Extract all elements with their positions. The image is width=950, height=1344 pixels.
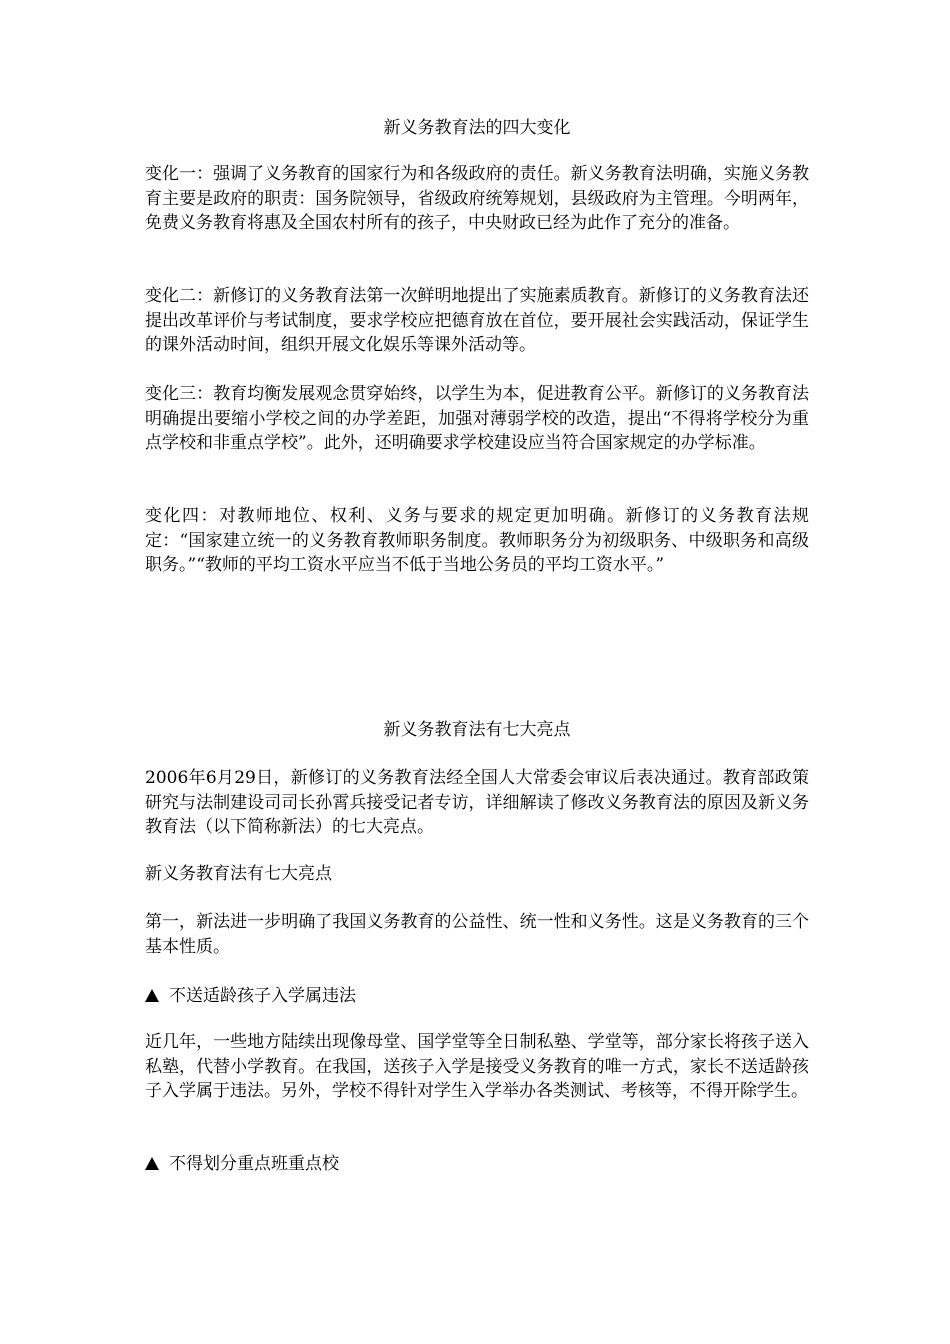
point-1-paragraph: 第一，新法进一步明确了我国义务教育的公益性、统一性和义务性。这是义务教育的三个基本性质。 [145,912,809,957]
section2-title: 新义务教育法有七大亮点 [383,720,571,740]
change-3-paragraph: 变化三：教育均衡发展观念贯穿始终，以学生为本，促进教育公平。新修订的义务教育法明确提出要缩小学校之间的办学差距，加强对薄弱学校的改造，提出“不得将学校分为重点学校和非重点学校”。此外，还明确要求学校建设应当符合国家规定的办学标准。 [145,384,809,453]
section1-title: 新义务教育法的四大变化 [383,118,571,138]
section2-subtitle: 新义务教育法有七大亮点 [145,864,332,884]
change-2-paragraph: 变化二：新修订的义务教育法第一次鲜明地提出了实施素质教育。新修订的义务教育法还提出改革评价与考试制度，要求学校应把德育放在首位，要开展社会实践活动，保证学生的课外活动时间，组织开展文化娱乐等课外活动等。 [145,286,809,355]
bullet-heading-1-text: 不送适龄孩子入学属违法 [169,986,356,1006]
triangle-bullet-icon [145,1157,159,1170]
bullet-1-paragraph: 近几年，一些地方陆续出现像母堂、国学堂等全日制私塾、学堂等，部分家长将孩子送入私塾，代替小学教育。在我国，送孩子入学是接受义务教育的唯一方式，家长不送适龄孩子入学属于违法。另外，学校不得针对学生入学举办各类测试、考核等，不得开除学生。 [145,1032,809,1101]
intro-paragraph: 2006年6月29日，新修订的义务教育法经全国人大常委会审议后表决通过。教育部政策研究与法制建设司司长孙霄兵接受记者专访，详细解读了修改义务教育法的原因及新义务教育法（以下简称新法）的七大亮点。 [145,768,809,837]
bullet-heading-1 [145,984,809,1009]
change-1-paragraph: 变化一：强调了义务教育的国家行为和各级政府的责任。新义务教育法明确，实施义务教育主要是政府的职责：国务院领导，省级政府统筹规划，县级政府为主管理。今明两年，免费义务教育将惠及全国农村所有的孩子，中央财政已经为此作了充分的准备。 [145,164,809,233]
bullet-heading-2 [145,1152,809,1177]
bullet-heading-2-text: 不得划分重点班重点校 [169,1154,339,1174]
change-4-paragraph: 变化四：对教师地位、权利、义务与要求的规定更加明确。新修订的义务教育法规定：“国家建立统一的义务教育教师职务制度。教师职务分为初级职务、中级职务和高级职务。”“教师的平均工资水平应当不低于当地公务员的平均工资水平。” [145,506,809,575]
triangle-bullet-icon [145,989,159,1002]
